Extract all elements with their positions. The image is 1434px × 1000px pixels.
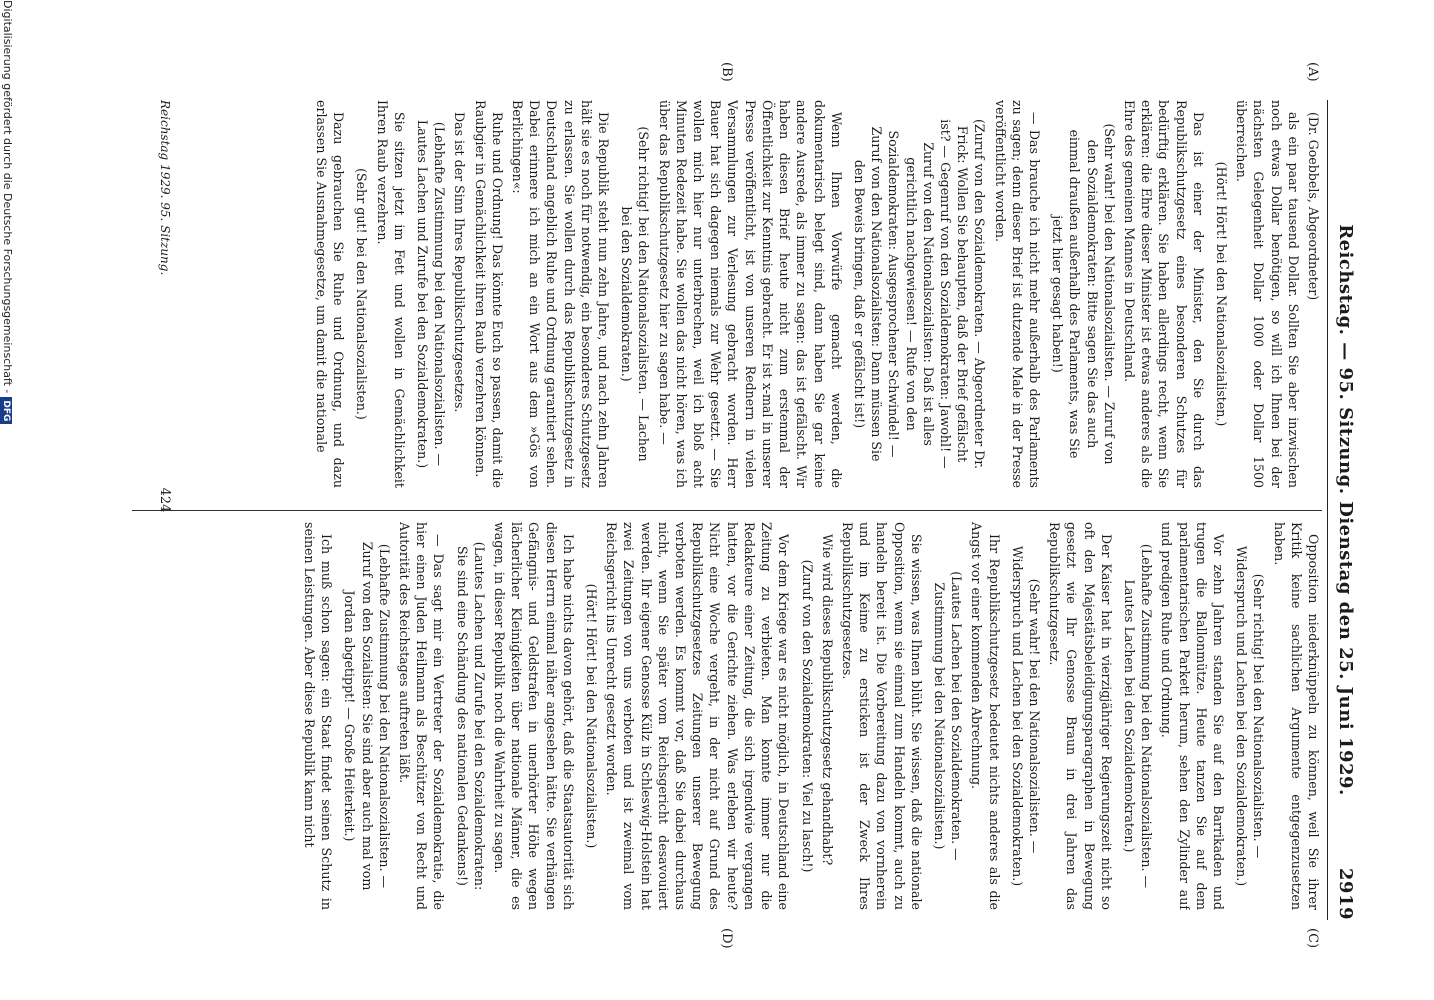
interjection: (Zuruf von den Sozialdemokraten: Viel zu lasch!) xyxy=(799,559,815,873)
interjection: (Hört! Hört! bei den Nationalsozialisten.) xyxy=(584,583,600,849)
paragraph: Ich muß schon sagen: ein Staat findet seinen Schutz in seinen Leistungen. Aber diese Republik kann nicht xyxy=(302,522,335,910)
paragraph: Wie wird dieses Republikschutzgesetz gehandhabt? xyxy=(819,534,835,866)
header-title: Reichstag. — 95. Sitzung. Dienstag den 25. Juni 1929. xyxy=(1335,224,1356,796)
paragraph: Dazu gebrauchen Sie Ruhe und Ordnung, und dazu erlassen Sie Ausnahmegesetze, um damit die nationale xyxy=(314,100,347,488)
interjection: (Hört! Hört! bei den Nationalsozialisten.) xyxy=(1213,161,1229,427)
paragraph: Sie wissen, was Ihnen blüht. Sie wissen, daß die nationale Opposition, wenn sie einmal zum Handeln kommt, auch zu handeln bereit ist. Die Vorbereitung dazu von vornherein und im Keime zu ersticken ist der Zweck Ihres Republikschutzgesetzes. xyxy=(839,522,924,910)
left-text-column xyxy=(160,100,1322,488)
interjection: (Lebhafte Zustimmung bei den Nationalsozialisten. — Lautes Lachen bei den Sozialdemokraten.) xyxy=(1121,543,1155,889)
paragraph: Opposition niederknüppeln zu können, weil Sie ihrer Kritik keine sachlichen Argumente entgegenzusetzen haben. xyxy=(1271,522,1321,910)
margin-marker-c: (C) xyxy=(1305,928,1320,949)
paragraph: Vor dem Kriege war es nicht möglich, in Deutschland eine Zeitung zu verbieten. Man konnte immer nur die Redakteure einer Zeitung, die sich irgendwie vergangen hatten, vor die Gerichte ziehen. Was erleben wir heute? Nicht eine Woche vergeht, in der nicht auf Grund des Republikschutzgesetzes Zeitungen unserer Bewegung verboten werden. Es kommt vor, daß Sie dabei durchaus nicht, wenn Sie später vom Reichsgericht desavouiert werden. Ihr eigener Genosse Külz in Schleswig-Holstein hat zwei Zeitungen von uns verboten und ist zweimal vom Reichsgericht ins Unrecht gesetzt worden. xyxy=(604,522,792,910)
paragraph: Der Kaiser hat in vierzigjähriger Regierungszeit nicht so oft den Majestätsbeleidigungsparagraphen in Bewegung gesetzt wie Ihr Genosse Braun in drei Jahren das Republikschutzgesetz. xyxy=(1047,522,1114,910)
column-divider xyxy=(132,510,1322,511)
paragraph: Wenn Ihnen Vorwürfe gemacht werden, die dokumentarisch belegt sind, dann haben Sie gar keine andere Ausrede, als immer zu sagen: das ist gefälscht. Wir haben diesen Brief heute nicht zum erstenmal der Öffentlichkeit zur Kenntnis gebracht. Er ist x-mal in unserer Presse veröffentlicht, ist von unseren Rednern in vielen Versammlungen zur Verlesung gebracht worden. Herr Bauer hat sich dagegen niemals zur Wehr gesetzt. — Sie wollen mich hier nur unterbrechen, weil ich bloß acht Minuten Redezeit habe. Sie wollen das nicht hören, was ich über das Republikschutzgesetz hier zu sagen habe. — xyxy=(656,100,844,488)
paragraph: Ich habe nichts davon gehört, daß die Staatsautorität sich diesen Herrn einmal näher angesehen hätte. Sie verhängen Gefängnis- und Geldstrafen in unerhörter Höhe wegen lächerlicher Kleinigkeiten über nationale Männer, die es wagen, in dieser Republik noch die Wahrheit zu sagen. xyxy=(492,522,576,910)
interjection: (Zuruf von den Sozialdemokraten. — Abgeordneter Dr. Frick: Wollen Sie behaupten, daß der Brief gefälscht ist? — Gegenruf von den Sozialdemokraten: Jawohl! — Zuruf von den Nationalsozialisten: Daß ist alles gerichtlich nachgewiesen! — Rufe von den Sozialdemokraten: Ausgesprochener Schwindel! — Zuruf von den Nationalsozialisten: Dann müssen Sie den Beweis bringen, daß er gefälscht ist!) xyxy=(851,118,988,470)
margin-marker-a: (A) xyxy=(1305,62,1320,82)
interjection: (Sehr gut! bei den Nationalsozialisten.) xyxy=(354,168,370,420)
footer-page-number: 424 xyxy=(157,487,172,513)
running-header xyxy=(1324,100,1356,920)
paragraph: Ihr Republikschutzgesetz bedeutet nichts anderes als die Angst vor einer kommenden Abrechnung. xyxy=(969,522,1002,910)
paragraph: Das ist einer der Minister, den Sie durch das Republikschutzgesetz eines besonderen Schutzes für bedürftig erklären. Sie haben allerdings recht, wenn Sie erklären: die Ehre dieser Minister ist etwas anderes als die Ehre des gemeinen Mannes in Deutschland. xyxy=(1121,100,1206,488)
right-text-column xyxy=(160,522,1322,910)
interjection: (Sehr richtig! bei den Nationalsozialisten. — Lachen bei den Sozialdemokraten.) xyxy=(619,126,652,462)
paragraph: Vor zehn Jahren standen Sie auf den Barrikaden und trugen die Ballonmütze. Heute tanzen Sie auf dem parlamentarischen Parkett herum, sehen den Zylinder auf und predigen Ruhe und Ordnung. xyxy=(1159,522,1226,910)
margin-marker-b: (B) xyxy=(719,62,734,82)
paragraph: — Das sagt mir ein Vertreter der Sozialdemokratie, die hier einen Juden Heilmann als Beschützer von Recht und Autorität des Reichstages auftreten läßt. xyxy=(397,522,447,910)
interjection: (Lautes Lachen bei den Sozialdemokraten. — Zustimmung bei den Nationalsozialisten.) xyxy=(931,571,965,861)
paragraph: (Dr. Goebbels, Abgeordneter) xyxy=(1306,112,1321,301)
footer-session-label: Reichstag 1929. 95. Sitzung. xyxy=(158,100,172,276)
paragraph: Sie sitzen jetzt im Fett und wollen in Gemächlichkeit Ihren Raub verzehren. xyxy=(374,100,407,488)
dfg-logo: DFG xyxy=(0,397,12,424)
interjection: (Sehr wahr! bei den Nationalsozialisten. — Zuruf von den Sozialdemokraten: Bitte sagen Sie das auch einmal draußen außerhalb des Parlaments, was Sie jetzt hier gesagt haben!) xyxy=(1050,123,1117,465)
interjection: (Lebhafte Zustimmung bei den Nationalsozialisten. — Zuruf von den Sozialisten: Sie sind aber auch mal vom Jordan abgetippt! — Große Heiterkeit.) xyxy=(342,541,392,891)
interjection: (Sehr richtig! bei den Nationalsozialisten. — Widerspruch und Lachen bei den Sozialdemokraten.) xyxy=(1234,545,1267,887)
digitization-note-text: Digitalisierung gefördert durch die Deutsche Forschungsgemeinschaft - xyxy=(1,0,14,394)
header-rule xyxy=(1327,100,1328,920)
interjection: (Lebhafte Zustimmung bei den Nationalsozialisten. — Lautes Lachen und Zurufe bei den Sozialdemokraten.) xyxy=(415,119,448,469)
paragraph: Die Republik steht nun zehn Jahre, und nach zehn Jahren hält sie es noch für notwendig, ein besonderes Schutzgesetz zu erlassen. Sie wollen durch das Republikschutzgesetz in Deutschland angeblich Ruhe und Ordnung garantiert sehen. Dabei erinnere ich mich an ein Wort aus dem »Gös von Berlichingen«: xyxy=(510,100,612,488)
header-page-number: 2919 xyxy=(1335,867,1356,920)
paragraph: Ruhe und Ordnung! Das könnte Euch so passen, damit die Raubgier in Gemächlichkeit ihren Raub verzehren können. xyxy=(472,100,505,488)
paragraph: als ein paar tausend Dollar. Sollten Sie aber inzwischen noch etwas Dollar benötigen, so will ich Ihnen bei der nächsten Gelegenheit Dollar 1000 oder Dollar 1500 überreichen. xyxy=(1234,100,1301,488)
interjection: (Sehr wahr! bei den Nationalsozialisten. — Widerspruch und Lachen bei den Sozialdemokraten.) xyxy=(1009,545,1042,887)
digitization-note xyxy=(0,0,14,424)
paragraph: — Das brauche ich nicht mehr außerhalb des Parlaments zu sagen; denn dieser Brief ist dutzende Male in der Presse veröffentlicht worden. xyxy=(992,100,1042,488)
paragraph: Das ist der Sinn Ihres Republikschutzgesetzes. xyxy=(452,112,468,413)
margin-marker-d: (D) xyxy=(719,928,734,949)
interjection: (Lautes Lachen und Zurufe bei den Sozialdemokraten: Sie sind eine Schändung des nationalen Gedankens!) xyxy=(454,541,487,891)
